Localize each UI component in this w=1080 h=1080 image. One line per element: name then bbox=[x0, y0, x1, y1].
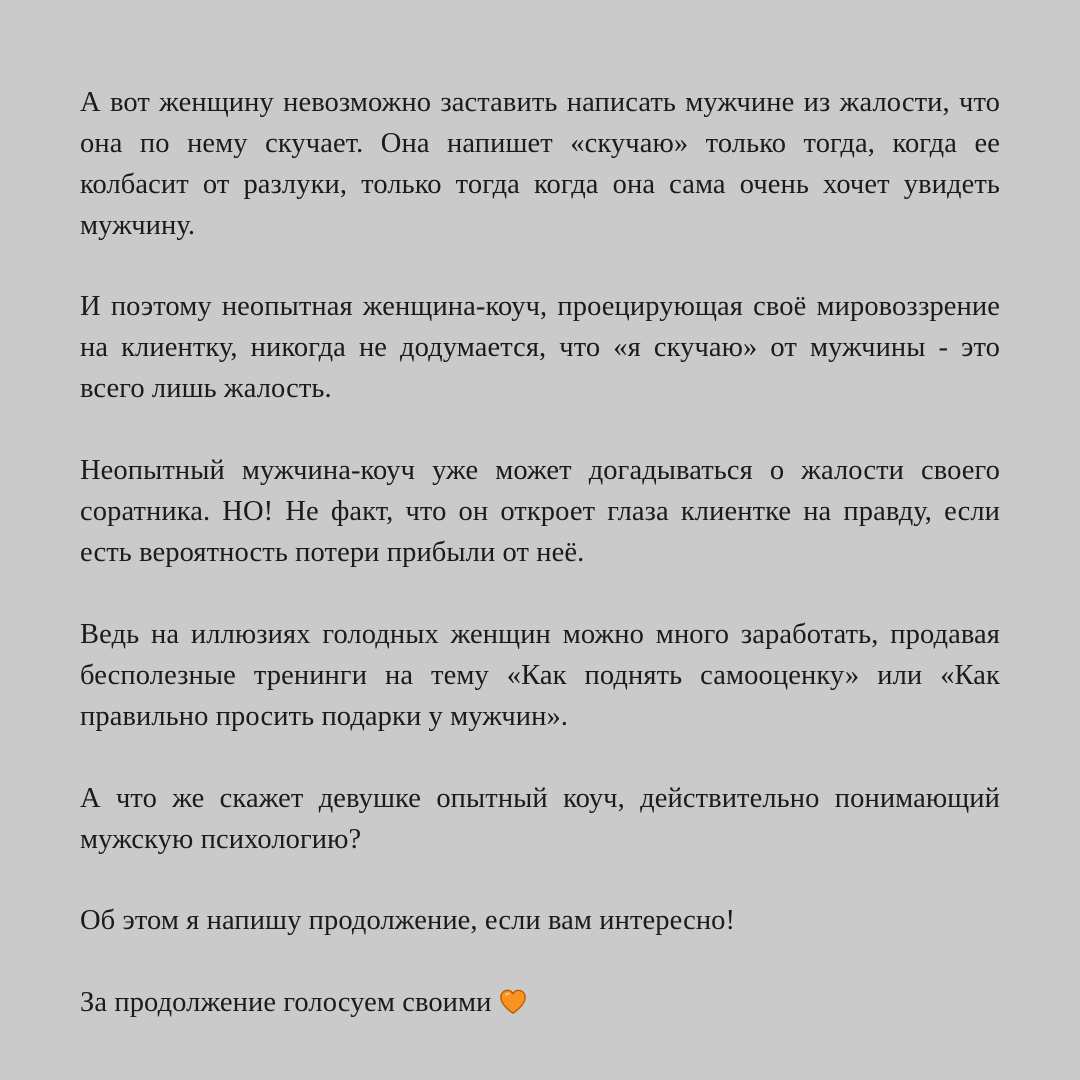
closing-line bbox=[80, 982, 1000, 1023]
paragraph-3: Неопытный мужчина-коуч уже может догадываться о жалости своего соратника. НО! Не факт, что он откроет глаза клиентке на правду, если есть вероятность потери прибыли от неё. bbox=[80, 455, 1000, 568]
paragraph-1: А вот женщину невозможно заставить написать мужчине из жалости, что она по нему скучает. Она напишет «скучаю» только тогда, когда ее колбасит от разлуки, только тогда когда она сама очень хочет увидеть мужчину. bbox=[80, 87, 1000, 241]
paragraph-6: Об этом я напишу продолжение, если вам интересно! bbox=[80, 905, 736, 936]
paragraph-4: Ведь на иллюзиях голодных женщин можно много заработать, продавая бесполезные тренинги на тему «Как поднять самооценку» или «Как правильно просить подарки у мужчин». bbox=[80, 619, 1000, 732]
paragraph-2: И поэтому неопытная женщина-коуч, проецирующая своё мировоззрение на клиентку, никогда не додумается, что «я скучаю» от мужчины - это всего лишь жалость. bbox=[80, 291, 1000, 404]
closing-text: За продолжение голосуем своими bbox=[80, 987, 492, 1018]
paragraph-5: А что же скажет девушке опытный коуч, действительно понимающий мужскую психологию? bbox=[80, 783, 1000, 855]
orange-heart-icon bbox=[498, 987, 528, 1017]
